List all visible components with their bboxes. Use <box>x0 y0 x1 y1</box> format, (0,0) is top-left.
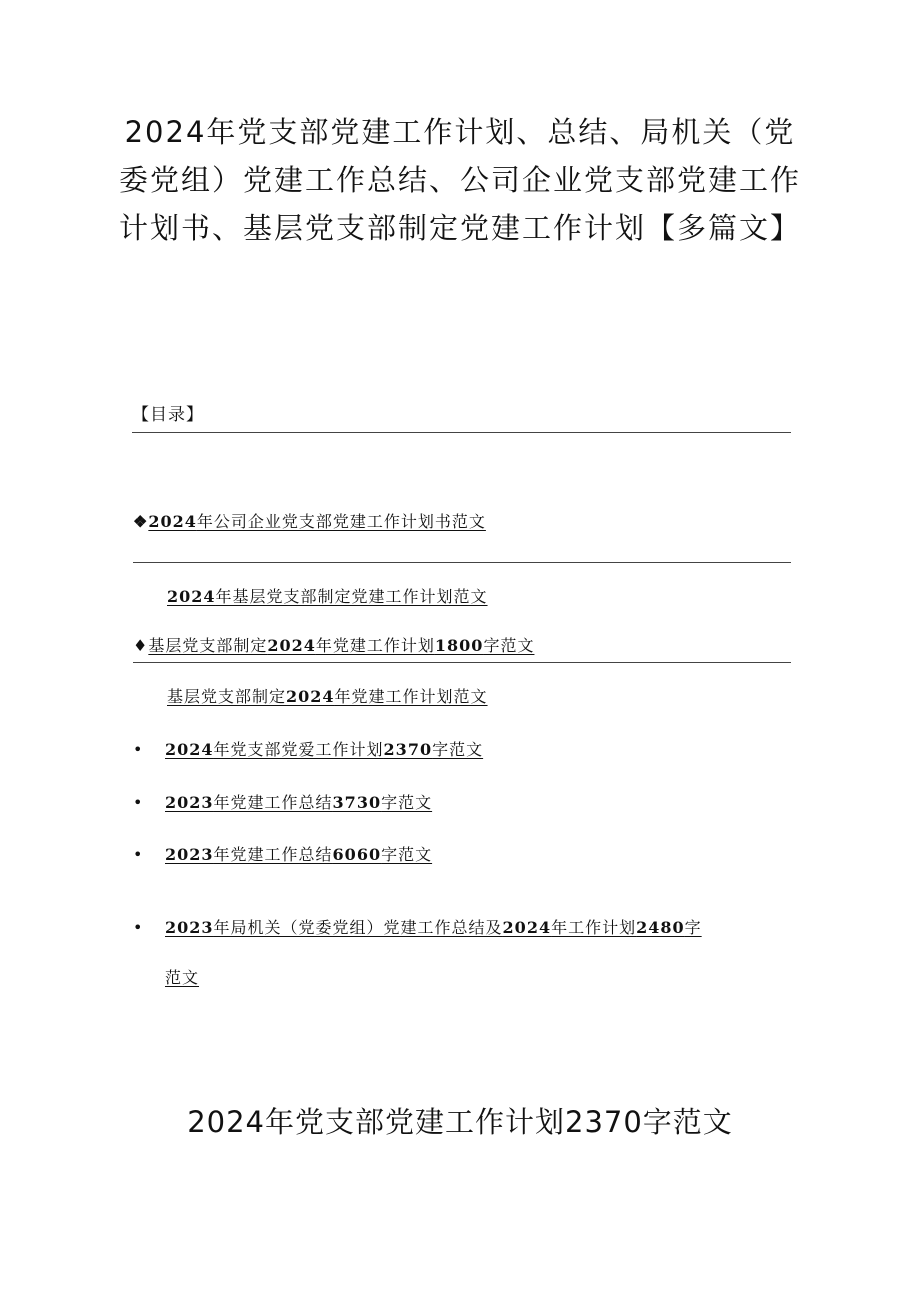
toc-item-text: 年党建工作总结 <box>213 793 333 812</box>
toc-divider <box>133 562 791 563</box>
toc-item-text: 年工作计划 <box>551 918 637 937</box>
document-title: 2024年党支部党建工作计划、总结、局机关（党委党组）党建工作总结、公司企业党支部党建工作计划书、基层党支部制定党建工作计划【多篇文】 <box>118 115 801 245</box>
toc-item[interactable] <box>133 633 534 659</box>
toc-item-link[interactable] <box>165 918 702 937</box>
toc-item-text: 字范文 <box>381 793 433 812</box>
toc-item-text: 基层党支部制定 <box>148 636 268 655</box>
toc-divider <box>133 662 791 663</box>
toc-item-wordcount: 6060 <box>332 845 382 864</box>
toc-item-wordcount: 2480 <box>636 918 685 937</box>
toc-item-text: 年党建工作总结 <box>213 845 333 864</box>
toc-item[interactable] <box>165 842 432 868</box>
bullet-icon: • <box>133 740 143 759</box>
toc-item[interactable] <box>165 915 702 941</box>
toc-item-year: 2024 <box>148 512 197 531</box>
toc-item-text: 字 <box>684 918 702 937</box>
toc-item-year: 2023 <box>165 793 214 812</box>
toc-item-text: 字范文 <box>483 636 535 655</box>
bullet-icon: • <box>133 845 143 864</box>
toc-item-link[interactable]: 范文 <box>165 968 200 987</box>
diamond-bullet-icon: ❖ <box>133 512 149 531</box>
bullet-icon: • <box>133 918 143 937</box>
small-diamond-bullet-icon: ♦ <box>133 636 149 655</box>
toc-item[interactable] <box>165 790 432 816</box>
toc-item[interactable] <box>165 737 483 763</box>
toc-item-year: 2023 <box>165 918 214 937</box>
bullet-icon: • <box>133 793 143 812</box>
toc-item-text: 年党支部党爱工作计划 <box>213 740 384 759</box>
toc-heading: 【目录】 <box>132 405 204 425</box>
toc-item-text: 字范文 <box>432 740 484 759</box>
toc-item-wordcount: 1800 <box>434 636 484 655</box>
toc-item-year: 2024 <box>165 740 214 759</box>
toc-item-text: 年党建工作计划 <box>315 636 435 655</box>
toc-item-wordcount: 2370 <box>383 740 433 759</box>
toc-item-link[interactable] <box>165 740 483 759</box>
toc-divider <box>132 432 791 433</box>
toc-item-text: 字范文 <box>381 845 433 864</box>
toc-item-wordcount: 3730 <box>332 793 382 812</box>
toc-item-text: 基层党支部制定 <box>167 687 287 706</box>
toc-item-text: 年局机关（党委党组）党建工作总结及 <box>213 918 503 937</box>
toc-item-text: 年基层党支部制定党建工作计划范文 <box>215 587 488 606</box>
toc-item-text: 年公司企业党支部党建工作计划书范文 <box>196 512 486 531</box>
toc-item-year: 2023 <box>165 845 214 864</box>
toc-item-text: 年党建工作计划范文 <box>334 687 488 706</box>
toc-item[interactable] <box>167 584 488 610</box>
toc-item-link[interactable] <box>148 512 486 531</box>
toc-item-continuation[interactable] <box>165 965 199 991</box>
section-title: 2024年党支部党建工作计划2370字范文 <box>187 1105 733 1139</box>
toc-item-year: 2024 <box>286 687 335 706</box>
toc-item-link[interactable] <box>167 687 488 706</box>
toc-item[interactable] <box>167 684 488 710</box>
toc-item-link[interactable] <box>165 793 432 812</box>
toc-item-link[interactable] <box>167 587 488 606</box>
toc-item-link[interactable] <box>165 845 432 864</box>
toc-item-link[interactable] <box>148 636 534 655</box>
toc-item-year: 2024 <box>502 918 552 937</box>
toc-item-year: 2024 <box>267 636 316 655</box>
toc-item[interactable] <box>133 509 486 535</box>
toc-item-year: 2024 <box>167 587 216 606</box>
